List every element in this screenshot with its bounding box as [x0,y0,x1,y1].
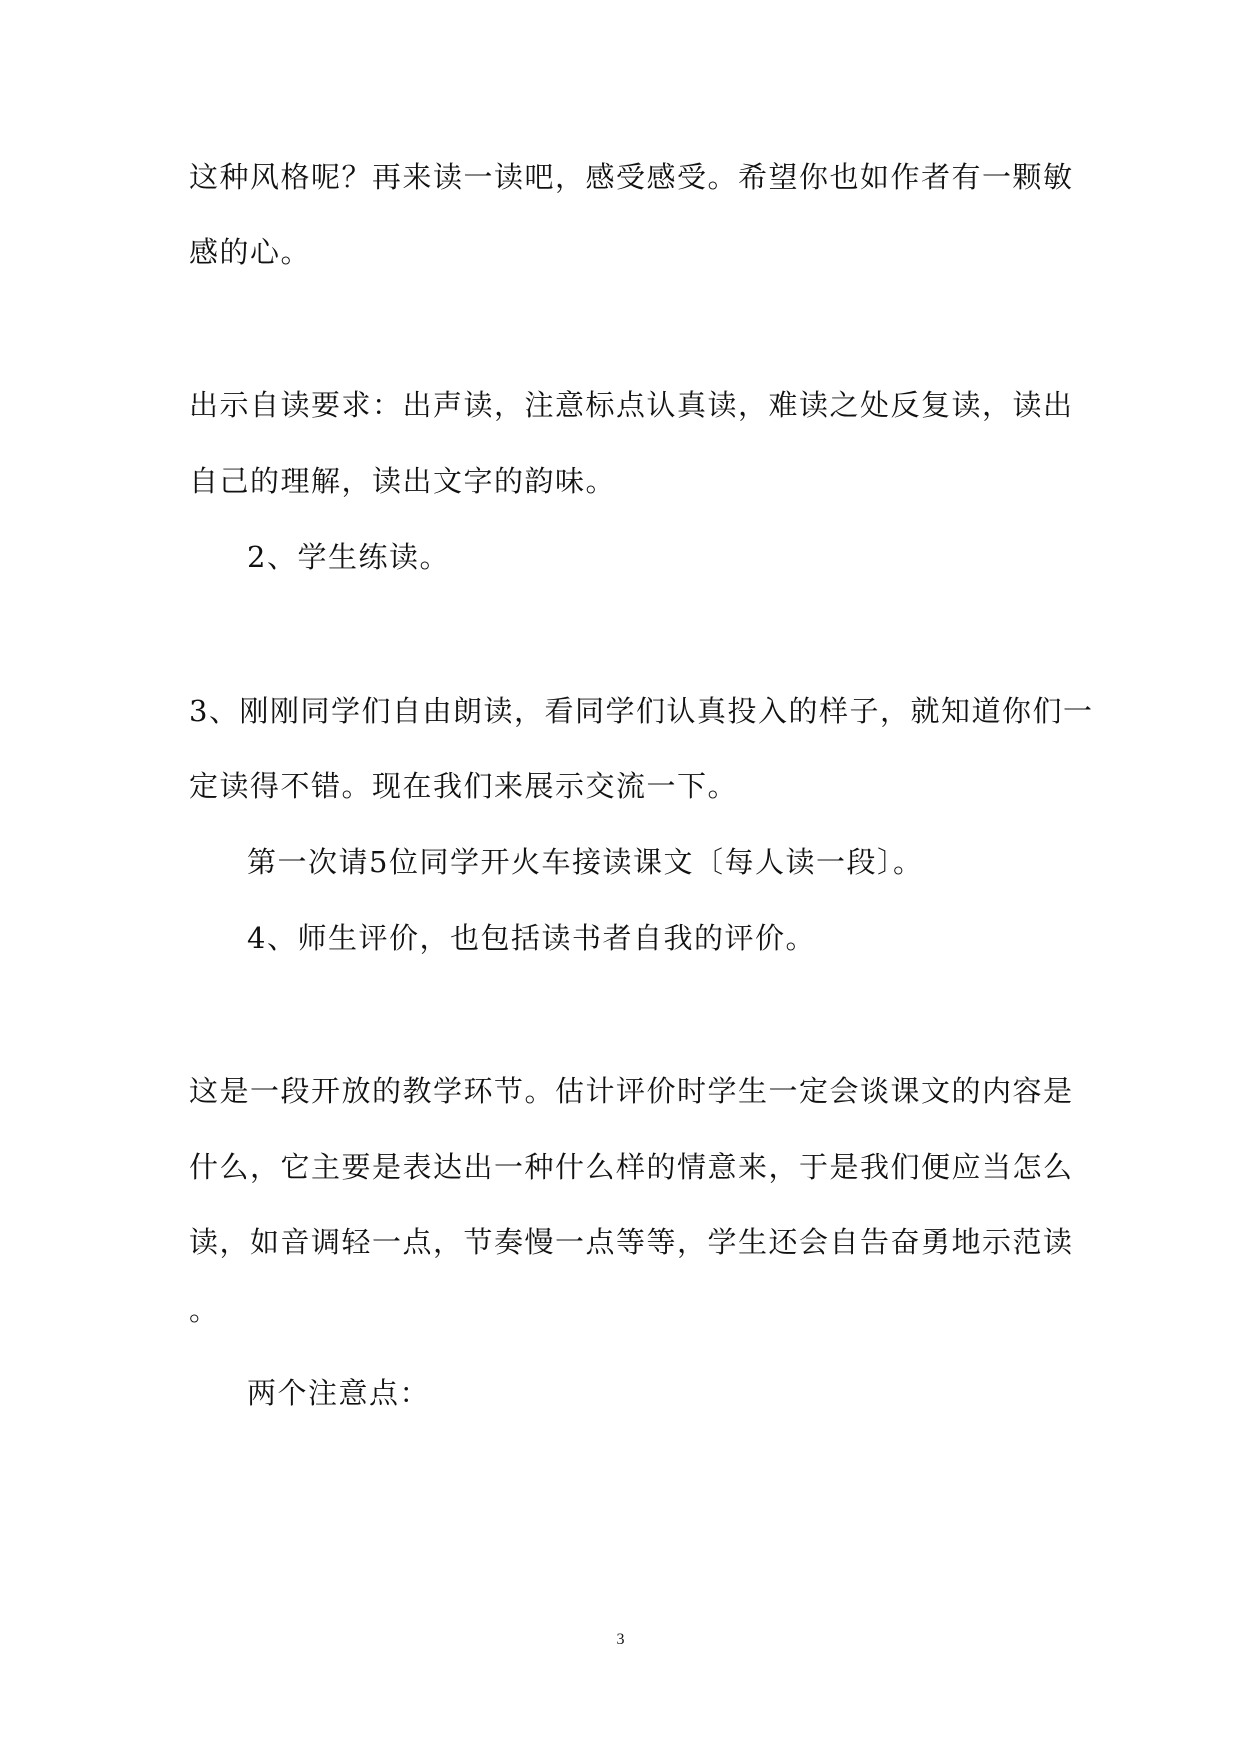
paragraph-4-line-2: 定读得不错。现在我们来展示交流一下。 [189,769,739,803]
paragraph-7-line-4: 。 [189,1293,220,1327]
paragraph-1-line-2: 感的心。 [189,235,312,269]
paragraph-2-line-1: 出示自读要求：出声读，注意标点认真读，难读之处反复读，读出 [189,388,1074,422]
paragraph-3: 2、学生练读。 [247,540,450,574]
paragraph-5: 第一次请5位同学开火车接读课文〔每人读一段〕。 [247,845,924,879]
paragraph-7-line-1: 这是一段开放的教学环节。估计评价时学生一定会谈课文的内容是 [189,1074,1074,1108]
paragraph-1-line-1: 这种风格呢？再来读一读吧，感受感受。希望你也如作者有一颗敏 [189,160,1074,194]
paragraph-2-line-2: 自己的理解，读出文字的韵味。 [189,464,617,498]
paragraph-7-line-2: 什么，它主要是表达出一种什么样的情意来，于是我们便应当怎么 [189,1150,1074,1184]
page-number: 3 [616,1631,625,1648]
paragraph-7-line-3: 读，如音调轻一点，节奏慢一点等等，学生还会自告奋勇地示范读 [189,1225,1074,1259]
paragraph-6: 4、师生评价，也包括读书者自我的评价。 [247,921,816,955]
paragraph-8: 两个注意点： [247,1376,431,1410]
paragraph-4-line-1: 3、刚刚同学们自由朗读，看同学们认真投入的样子，就知道你们一 [189,694,1094,728]
